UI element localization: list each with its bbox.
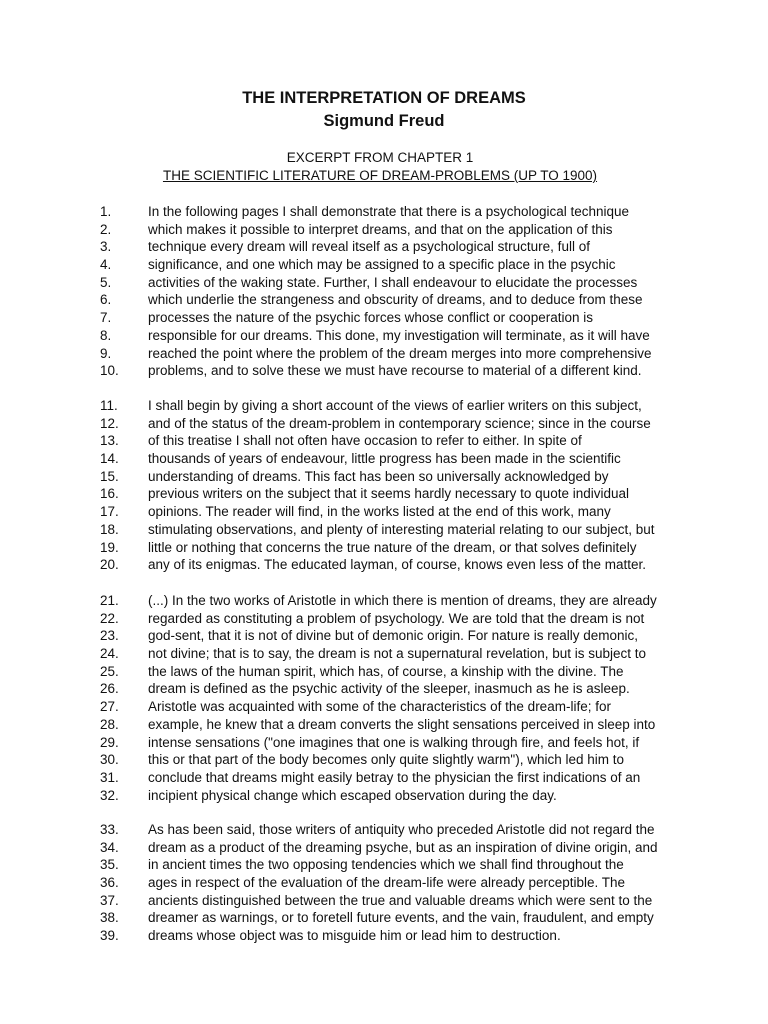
line-text: activities of the waking state. Further, I shall endeavour to elucidate the processes bbox=[148, 274, 638, 290]
line-text: incipient physical change which escaped observation during the day. bbox=[148, 787, 557, 803]
line-text: this or that part of the body becomes only quite slightly warm"), which led him to bbox=[148, 752, 625, 768]
text-line bbox=[0, 291, 768, 309]
chapter-title: THE SCIENTIFIC LITERATURE OF DREAM-PROBLEMS (UP TO 1900) bbox=[162, 168, 598, 183]
line-text: Aristotle was acquainted with some of the characteristics of the dream-life; for bbox=[148, 699, 611, 715]
line-text: opinions. The reader will find, in the works listed at the end of this work, many bbox=[148, 504, 611, 520]
line-number: 19. bbox=[100, 539, 119, 555]
excerpt-heading: EXCERPT FROM CHAPTER 1 bbox=[286, 150, 474, 165]
line-text: little or nothing that concerns the true nature of the dream, or that solves definitely bbox=[148, 539, 637, 555]
text-line bbox=[0, 734, 768, 752]
line-text: intense sensations ("one imagines that one is walking through fire, and feels hot, if bbox=[148, 734, 640, 750]
line-text: In the following pages I shall demonstrate that there is a psychological technique bbox=[148, 204, 630, 219]
line-text: ages in respect of the evaluation of the dream-life were already perceptible. The bbox=[148, 875, 626, 891]
line-text: responsible for our dreams. This done, my investigation will terminate, as it will have bbox=[148, 327, 650, 343]
line-text: god-sent, that it is not of divine but of demonic origin. For nature is really demonic, bbox=[148, 628, 639, 644]
line-number: 27. bbox=[100, 699, 119, 715]
text-line bbox=[0, 327, 768, 345]
text-line bbox=[0, 874, 768, 892]
line-text: of this treatise I shall not often have occasion to refer to either. In spite of bbox=[148, 433, 582, 449]
text-line bbox=[0, 698, 768, 716]
line-text: (...) In the two works of Aristotle in which there is mention of dreams, they are already bbox=[148, 593, 657, 608]
line-number: 26. bbox=[100, 681, 119, 697]
text-line bbox=[0, 751, 768, 769]
line-text: ancients distinguished between the true and valuable dreams which were sent to the bbox=[148, 892, 653, 908]
line-text: significance, and one which may be assigned to a specific place in the psychic bbox=[148, 257, 616, 273]
line-text: thousands of years of endeavour, little progress has been made in the scientific bbox=[148, 451, 621, 467]
text-line bbox=[0, 627, 768, 645]
text-line bbox=[0, 716, 768, 734]
line-text: conclude that dreams might easily betray to the physician the first indications of an bbox=[148, 769, 641, 785]
line-number: 18. bbox=[100, 521, 119, 537]
text-line bbox=[0, 663, 768, 681]
text-line bbox=[0, 309, 768, 327]
line-text: regarded as constituting a problem of psychology. We are told that the dream is not bbox=[148, 610, 645, 626]
text-line bbox=[0, 787, 768, 805]
line-number: 1. bbox=[100, 204, 112, 219]
line-number: 14. bbox=[100, 451, 119, 467]
text-line bbox=[0, 610, 768, 628]
text-line bbox=[0, 892, 768, 910]
line-number: 35. bbox=[100, 857, 119, 873]
paragraph bbox=[0, 592, 768, 804]
line-number: 11. bbox=[100, 398, 118, 413]
text-line bbox=[0, 927, 768, 945]
text-line bbox=[0, 909, 768, 927]
text-line bbox=[0, 556, 768, 574]
text-line bbox=[0, 203, 768, 221]
line-text: understanding of dreams. This fact has been so universally acknowledged by bbox=[148, 468, 609, 484]
text-line bbox=[0, 274, 768, 292]
line-text: As has been said, those writers of antiquity who preceded Aristotle did not regard the bbox=[148, 822, 655, 837]
line-text: previous writers on the subject that it seems hardly necessary to quote individual bbox=[148, 486, 629, 502]
text-line bbox=[0, 645, 768, 663]
text-line bbox=[0, 256, 768, 274]
line-text: technique every dream will reveal itself as a psychological structure, full of bbox=[148, 239, 590, 255]
text-line bbox=[0, 432, 768, 450]
line-text: which makes it possible to interpret dreams, and that on the application of this bbox=[148, 221, 613, 237]
line-number: 38. bbox=[100, 910, 119, 926]
text-line bbox=[0, 362, 768, 380]
document-title: THE INTERPRETATION OF DREAMS bbox=[242, 89, 526, 107]
line-number: 30. bbox=[100, 752, 119, 768]
line-number: 15. bbox=[100, 468, 119, 484]
text-line bbox=[0, 221, 768, 239]
line-number: 31. bbox=[100, 769, 119, 785]
line-number: 16. bbox=[100, 486, 119, 502]
text-line bbox=[0, 769, 768, 787]
line-number: 29. bbox=[100, 734, 119, 750]
line-number: 24. bbox=[100, 646, 119, 662]
line-number: 37. bbox=[100, 892, 119, 908]
text-line bbox=[0, 592, 768, 610]
line-text: stimulating observations, and plenty of interesting material relating to our subject, but bbox=[148, 521, 655, 537]
text-line bbox=[0, 821, 768, 839]
line-text: the laws of the human spirit, which has, of course, a kinship with the divine. The bbox=[148, 663, 624, 679]
line-number: 23. bbox=[100, 628, 119, 644]
text-line bbox=[0, 521, 768, 539]
line-number: 28. bbox=[100, 716, 119, 732]
text-line bbox=[0, 450, 768, 468]
line-text: processes the nature of the psychic forces whose conflict or cooperation is bbox=[148, 310, 593, 326]
line-number: 34. bbox=[100, 839, 119, 855]
line-text: any of its enigmas. The educated layman, of course, knows even less of the matter. bbox=[148, 557, 647, 573]
text-line bbox=[0, 468, 768, 486]
text-line bbox=[0, 485, 768, 503]
document-author: Sigmund Freud bbox=[323, 112, 445, 130]
line-number: 4. bbox=[100, 257, 112, 273]
line-number: 3. bbox=[100, 239, 112, 255]
text-line bbox=[0, 680, 768, 698]
line-number: 21. bbox=[100, 593, 119, 608]
text-line bbox=[0, 503, 768, 521]
line-number: 12. bbox=[100, 415, 119, 431]
line-number: 9. bbox=[100, 345, 112, 361]
text-line bbox=[0, 238, 768, 256]
line-text: dream is defined as the psychic activity of the sleeper, inasmuch as he is asleep. bbox=[148, 681, 630, 697]
text-line bbox=[0, 415, 768, 433]
line-number: 25. bbox=[100, 663, 119, 679]
line-number: 6. bbox=[100, 292, 112, 308]
paragraph bbox=[0, 821, 768, 945]
line-text: dream as a product of the dreaming psyche, but as an inspiration of divine origin, and bbox=[148, 839, 658, 855]
line-number: 22. bbox=[100, 610, 119, 626]
line-text: I shall begin by giving a short account of the views of earlier writers on this subject, bbox=[148, 398, 642, 413]
paragraph bbox=[0, 397, 768, 574]
text-line bbox=[0, 345, 768, 363]
line-number: 13. bbox=[100, 433, 119, 449]
line-text: in ancient times the two opposing tendencies which we shall find throughout the bbox=[148, 857, 624, 873]
line-number: 36. bbox=[100, 875, 119, 891]
text-line bbox=[0, 397, 768, 415]
text-line bbox=[0, 839, 768, 857]
paragraph bbox=[0, 203, 768, 380]
text-line bbox=[0, 856, 768, 874]
line-number: 8. bbox=[100, 327, 112, 343]
line-text: not divine; that is to say, the dream is not a supernatural revelation, but is subject to bbox=[148, 646, 647, 662]
line-text: example, he knew that a dream converts the slight sensations perceived in sleep into bbox=[148, 716, 656, 732]
line-number: 17. bbox=[100, 504, 119, 520]
line-number: 2. bbox=[100, 221, 112, 237]
line-number: 39. bbox=[100, 928, 119, 944]
line-number: 33. bbox=[100, 822, 119, 837]
line-number: 7. bbox=[100, 310, 112, 326]
line-number: 5. bbox=[100, 274, 112, 290]
line-number: 20. bbox=[100, 557, 119, 573]
line-text: dreamer as warnings, or to foretell future events, and the vain, fraudulent, and empty bbox=[148, 910, 654, 926]
line-number: 10. bbox=[100, 363, 119, 379]
line-text: problems, and to solve these we must have recourse to material of a different kind. bbox=[148, 363, 642, 379]
line-text: dreams whose object was to misguide him or lead him to destruction. bbox=[148, 928, 561, 944]
line-number: 32. bbox=[100, 787, 119, 803]
line-text: which underlie the strangeness and obscurity of dreams, and to deduce from these bbox=[148, 292, 643, 308]
line-text: and of the status of the dream-problem in contemporary science; since in the course bbox=[148, 415, 651, 431]
line-text: reached the point where the problem of the dream merges into more comprehensive bbox=[148, 345, 652, 361]
text-line bbox=[0, 539, 768, 557]
